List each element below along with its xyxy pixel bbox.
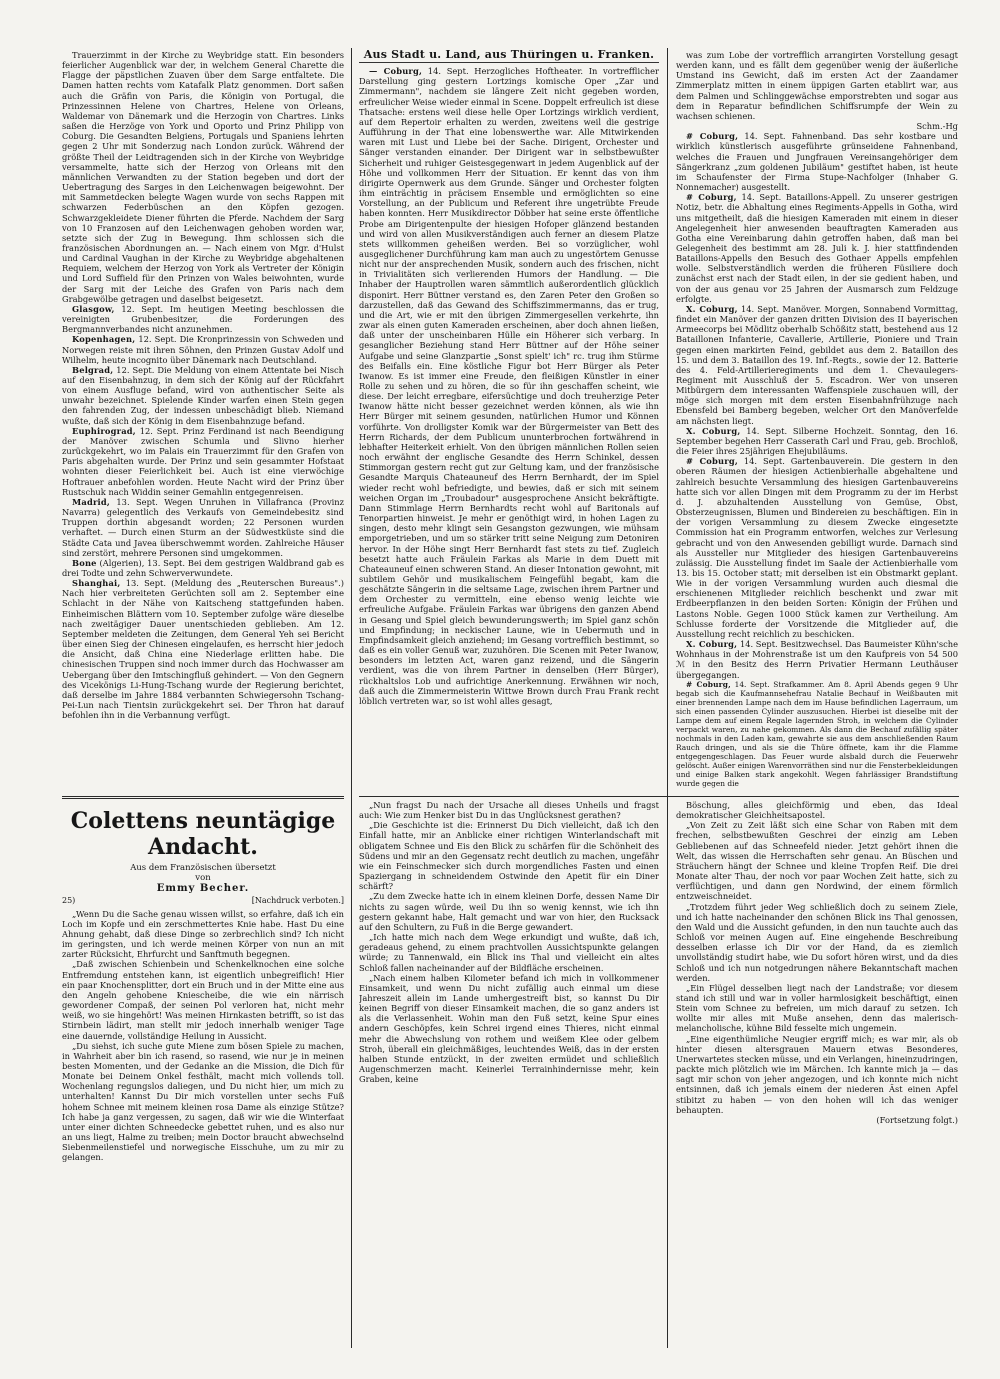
dateline: # Coburg, (686, 192, 737, 203)
news-item (62, 497, 344, 558)
news-text: 12. Sept. Die Kronprinzessin von Schweden und Norwegen reiste mit ihren Söhnen, den Prinzen Gustav Adolf und Wilhelm, heute incognito über Dänemark nach Deutschland. (62, 334, 344, 365)
story-paragraph: Böschung, alles gleichförmig und eben, das Ideal demokratischer Gleichheitsapostel. (676, 800, 958, 821)
column-rule (351, 48, 352, 1348)
story-paragraph: „Nun fragst Du nach der Ursache all dieses Unheils und fragst auch: Wie zum Henker bist Du in das Unglücksnest gerathen? (359, 800, 659, 821)
dateline: Euphirograd, (72, 425, 136, 436)
story-paragraph: „Ich hatte mich nach dem Wege erkundigt und wußte, daß ich, geradeaus gehend, zu einem prachtvollen Aussichtspunkte gelangen würde; zu Tannenwald, ein Blick ins Thal und vielleicht ein altes Schloß fallen nacheinander auf der Bildfläche erscheinen. (359, 932, 659, 973)
reprint-note: [Nachdruck verboten.] (251, 896, 344, 906)
news-item (62, 578, 344, 720)
dateline: Madrid, (72, 496, 110, 507)
news-item (676, 426, 958, 456)
news-text: 14. Sept. Silberne Hochzeit. Sonntag, den 16. September begehen Herr Casserath Carl und Frau, geb. Brochloß, die Feier ihres 25jährigen Ehejubiläums. (676, 425, 958, 457)
story-title: Colettens neuntägige Andacht. (70, 808, 336, 860)
dateline: Belgrad, (72, 364, 114, 375)
story-von: von (195, 873, 211, 884)
story-author: Emmy Becher. (156, 883, 250, 895)
story-paragraph: „Trotzdem führt jeder Weg schließlich doch zu seinem Ziele, und ich hatte nacheinander den schönen Blick ins Thal genossen, den Wald und die Aussicht gefunden, in den nun tauchte auch das Schloß vor meinen Augen auf. Eine eingehende Beschreibung desselben erlasse ich Dir vor der Hand, da es ziemlich unvollständig studirt habe, wie Du sofort hören wirst, und da dies Schloß und ich nun notgedrungen nähere Bekanntschaft machen werden. (676, 901, 958, 983)
news-text: 14. Sept. Strafkammer. Am 8. April Abends gegen 9 Uhr begab sich die Kaufmannsehefrau Natalie Bechauf in Weißbauten mit einer brennenden Lampe nach dem im Hause befindlichen Lagerraum, um sich einen passenden Cylinder auszusuchen. Hierbei ist dieselbe mit der Lampe dem auf einem Regale lagernden Stroh, in welchem die Cylinder verpackt waren, zu nahe gekommen. Als dann die Bechauf zufällig später nochmals in den Laden kam, gewahrte sie aus dem anschließenden Raum Rauch dringen, und als sie die Thüre öffnete, kam ihr die Flamme entgegengeschlagen. Das Feuer wurde alsbald durch die Feuerwehr gelöscht. Außer einigen Warenvorräthen sind nur die Fensterbekleidungen und einige Balken stark angekohlt. Wegen fahrlässiger Brandstiftung wurde gegen die (676, 679, 958, 788)
story-meta (62, 896, 344, 906)
news-item (676, 639, 958, 680)
dateline: X. Coburg, (686, 425, 741, 436)
story-paragraph: „Wenn Du die Sache genau wissen willst, so erfahre, daß ich ein Loch im Kopfe und ein zerschmettertes Knie habe. Hast Du eine Ahnung gehabt, daß diese Dinge so zerbrechlich sind? Ich nicht im geringsten, und ich werde meinen Körper von nun an mit zarter Rücksicht, Ehrfurcht und Sanftmuth begegnen. (62, 908, 344, 960)
story-paragraph: „Du siehst, ich suche gute Miene zum bösen Spiele zu machen, in Wahrheit aber bin ich rasend, so rasend, wie nur je in meinen besten Momenten, und der Gedanke an die Mission, die Dich für Monate bei Deinem Onkel festhält, macht mich vollends toll. Wochenlang regungslos daliegen, und Du nicht hier, um mich zu unterhalten! Kannst Du Dir mich vorstellen unter sechs Fuß hohem Schnee mit meinem kleinen rosa Dame als einzige Stütze? Ich habe ja ganz vergessen, zu sagen, daß wir wie die Winterfaat unter einer dichten Schneedecke gebettet ruhen, und es also nur an uns liegt, Halme zu treiben; mein Doctor braucht abwechselnd Siebenmeilenstiefel und norwegische Eisschuhe, um zu mir zu gelangen. (62, 1040, 344, 1163)
story-text (62, 909, 344, 1163)
story-paragraph: „Eine eigenthümliche Neugier ergriff mich; es war mir, als ob hinter diesen altersgrauen Mauern etwas Besonderes, Unerwartetes stecken müsse, und ein Verlangen, hineinzudringen, packte mich plötzlich wie im Märchen. Ich kannte mich ja — das sagt mir schon von jeher angezogen, und ich konnte mich nicht entsinnen, daß ich jemals einem der niederen Äst einen Apfel stibitzt zu haben — von den hohen will ich das weniger behaupten. (676, 1033, 958, 1115)
story-text (676, 800, 958, 1115)
news-text: Trauerzimmt in der Kirche zu Weybridge statt. Ein besonders feierlicher Augenblick war der, in welchem General Charette die Flagge der päpstlichen Zuaven über dem Sarge entfaltete. Die Damen hatten rechts vom Katafalk Platz genommen. Dort saßen auch die Gräfin von Paris, die Königin von Portugal, die Prinzessinnen Helene von Chartres, Helene von Orleans, Waldemar von Dänemark und die Herzogin von Chartres. Links saßen die Herzöge von York und Oporto und Prinz Philipp von Coburg. Die Gesandten Belgiens, Portugals und Spaniens lehrten gegen 2 Uhr mit Sonderzug nach London zurück. Während der größte Theil der Leidtragenden sich in der Kirche von Weybridge versammelte, hatte sich der Herzog von Orleans mit den männlichen Verwandten zu der Station begeben und dort der Uebertragung des Sarges in den Leichenwagen beigewohnt. Der mit Sammetdecken belegte Wagen wurde von sechs Rappen mit schwarzen Federbüschen an den Köpfen gezogen. Schwarzgekleidete Diener führten die Pferde. Nachdem der Sarg von 10 Franzosen auf den Leichenwagen gehoben worden war, setzte sich der Zug in Bewegung. Ihm schlossen sich die französischen Abordnungen an. — Nach einem von Mgr. d'Hulst und Cardinal Vaughan in der Kirche zu Weybridge abgehaltenen Requiem, welchem der Herzog von York als Vertreter der Königin und Lord Suffield für den Prinzen von Wales beiwohnten, wurde der Sarg mit der Leiche des Grafen von Paris nach dem Grabgewölbe getragen und daselbst beigesetzt. (62, 50, 344, 304)
feuilleton-column-right (676, 800, 958, 1354)
column-rule (667, 48, 668, 1348)
news-item (676, 456, 958, 639)
story-paragraph: „Daß zwischen Schienbein und Schenkelknochen eine solche Entfremdung entstehen kann, ist eigentlich unbegreiflich! Hier ein paar Knochensplitter, dort ein Bruch und in der Mitte eine aus den Angeln gehobene Kniescheibe, die wie ein närrisch gewordener Compaß, der seinen Pol verloren hat, nicht mehr weiß, wo sie hingehört! Was meinen Hirnkasten betrifft, so ist das Stirnbein lädirt, man stellt mir jedoch innerhalb weniger Tage eine dauernde, vollständige Heilung in Aussicht. (62, 959, 344, 1041)
news-text: (Algerien), 13. Sept. Bei dem gestrigen Waldbrand gab es drei Todte und zehn Schwerverwundete. (62, 557, 344, 578)
news-text: 13. Sept. Wegen Unruhen in Villafranca (Provinz Navarra) gelegentlich des Verkaufs von Gemeindebesitz sind Truppen dorthin abgesandt worden; 22 Personen wurden verhaftet. — Durch einen Sturm an der Südwestküste sind die Städte Cata und Javea überschwemmt worden. Zahlreiche Häuser sind zerstört, mehrere Personen sind umgekommen. (62, 496, 344, 558)
news-item (676, 680, 958, 788)
news-text: 14. Sept. Bataillons-Appell. Zu unserer gestrigen Notiz, betr. die Abhaltung eines Regiments-Appells in Gotha, wird uns mitgetheilt, daß die hiesigen Kameraden mit einem in dieser Angelegenheit hier anwesenden beauftragten Kameraden aus Gotha eine Vereinbarung dahin getroffen haben, daß man bei Gelegenheit des bestimmt am 28. Juli k. J. hier stattfindenden Bataillons-Appells den Besuch des Gothaer Appells empfehlen wolle. Selbstverständlich werden die früheren Füsiliere doch zunächst erst nach der Stadt eilen, in der sie gedient haben, und von der aus genau vor 25 Jahren der Ausmarsch zum Feldzuge erfolgte. (676, 192, 958, 304)
news-text: was zum Lobe der vortrefflich arrangirten Vorstellung gesagt werden kann, und es fällt dem gegenüber wenig der äußerliche Umstand ins Gewicht, daß im ersten Act der Zaandamer Zimmerplatz mitten in einem üppigen Garten etablirt war, aus dem Palmen und Schlinggewächse emporstrebten und sogar aus dem in Reparatur befindlichen Schiffsrumpfe der Wein zu wachsen schienen. (676, 50, 958, 121)
news-item (62, 334, 344, 364)
story-paragraph: „Von Zeit zu Zeit läßt sich eine Schar von Raben mit dem frechen, selbstbewußten Geschrei der einzig am Leben Gebliebenen auf das Schneefeld nieder. Jetzt gehört ihnen die Welt, das wissen die Herrschaften sehr genau. An Büschen und Sträuchern hängt der Schnee und kleine Tropfen Reif. Die drei Monate alter Thau, der noch vor paar Wochen Zeit hatte, sich zu verflüchtigen, und dann gen Nordwind, der einem förmlich entzweischneidet. (676, 820, 958, 902)
news-text: 12. Sept. Die Meldung von einem Attentate bei Nisch auf den Eisenbahnzug, in dem sich der König auf der Rückfahrt von einem Ausfluge befand, wird von authentischer Seite als unwahr bezeichnet. Spielende Kinder warfen einen Stein gegen den fahrenden Zug, der indessen unbeschädigt blieb. Niemand wußte, daß sich der König in dem Eisenbahnzuge befand. (62, 364, 344, 426)
news-item (62, 426, 344, 497)
dateline: Glasgow, (72, 303, 115, 314)
local-news-items (359, 66, 659, 706)
news-item (62, 558, 344, 578)
story-paragraph: „Ein Flügel desselben liegt nach der Landstraße; vor diesem stand ich still und war in voller harmlosigkeit beschäftigt, einen Stein vom Schnee zu befreien, um mich darauf zu setzen. Ich wollte mir alles mit Muße ansehen, denn das malerisch-melancholische, kühne Bild fesselte mich ungemein. (676, 982, 958, 1034)
news-item (62, 304, 344, 334)
installment-number: 25) (62, 896, 76, 906)
feuilleton-rule (62, 796, 344, 797)
news-text: 14. Sept. Fahnenband. Das sehr kostbare und wirklich künstlerisch ausgeführte grünseidene Fahnenband, welches die Frauen und Jungfrauen Vereinsangehöriger dem Sängerkranz „zum goldenen Jubiläum" gestiftet haben, ist heute im Schaufenster der Firma Stupe-Nachfolger (Inhaber G. Nonnemacher) ausgestellt. (676, 131, 958, 193)
news-item (359, 66, 659, 706)
story-paragraph: „Zu dem Zwecke hatte ich in einem kleinen Dorfe, dessen Name Dir nichts zu sagen würde, weil Du ihn so wenig kennst, wie ich ihn gestern gekannt habe, Halt gemacht und war von hier, den Rucksack auf den Schultern, zu Fuß in die Berge gewandert. (359, 891, 659, 932)
news-item (676, 304, 958, 426)
feuilleton-rule (359, 796, 959, 797)
news-text: 14. Sept. Herzogliches Hoftheater. In vortrefflicher Darstellung ging gestern Lortzings komische Oper „Zar und Zimmermann", nachdem sie längere Zeit nicht gegeben worden, erfreulicher Weise wieder einmal in Scene. Doppelt erfreulich ist diese Thatsache: erstens weil diese helle Oper Lortzings wirklich verdient, auf dem Repertoir erhalten zu werden, zweitens weil die gestrige Aufführung in der That eine lobenswerthe war. Alle Mitwirkenden waren mit Lust und Liebe bei der Sache. Dirigent, Orchester und Sänger verstanden einander. Der Dirigent war in selbstbewußter Sicherheit und ruhiger Geistesgegenwart in jedem Augenblick auf der Höhe und vollkommen Herr der Situation. Er kennt das von ihm dirigirte Opernwerk aus dem Grunde. Sänger und Orchester folgten ihm einträchtig in präcisem Ensemble und ermöglichten so eine Vorstellung, an der Publicum und Referent ihre ungetrübte Freude haben konnten. Herr Musikdirector Döbber hat seine erste öffentliche Probe am Dirigentenpulte der hiesigen Hofoper glänzend bestanden und wird von allen Musikverständigen auch ferner an diesem Platze stets willkommen geheißen werden. Bei so vorzüglicher, wohl ausgeglichener Durchführung kam man auch zu ungestörtem Genusse nicht nur der ansprechenden Musik, sondern auch des frischen, nicht in Trivialitäten sich verlierenden Humors der Handlung. — Die Inhaber der Hauptrollen waren sämmtlich außerordentlich glücklich disponirt. Herr Büttner verstand es, den Zaren Peter den Großen so darzustellen, daß das Gewand des Schiffszimmermanns, das er trug, und die Art, wie er mit den übrigen Zimmergesellen verkehrte, ihn zwar als einen guten Kameraden erscheinen, aber doch ahnen ließen, daß unter der unscheinbaren Hülle ein Höherer sich verbarg. In gesanglicher Beziehung stand Herr Büttner auf der Höhe seiner Aufgabe und seine Glanzpartie „Sonst spielt' ich" rc. trug ihm Stürme des Beifalls ein. Eine köstliche Figur bot Herr Bürger als Peter Iwanow. Es ist immer eine Freude, den fleißigen Künstler in einer Rolle zu sehen und zu hören, die so für ihn geschaffen scheint, wie diese. Der leicht erregbare, eifersüchtige und doch treuherzige Peter Iwanow hätte nicht besser gezeichnet werden können, als wie ihn Herr Bürger mit seinem gesunden, natürlichen Humor und Können vorführte. Von drolligster Komik war der Bürgermeister van Bett des Herrn Richards, der dem Publicum ununterbrochen fortwährend in lebhafter Heiterkeit erhielt. Von den übrigen männlichen Rollen seien noch erwähnt der englische Gesandte des Herrn Schinkel, dessen Stimmorgan gestern recht gut zur Geltung kam, und der französische Gesandte Marquis Chateauneuf des Herrn Bernhardt, der im Spiel wieder recht wohl befriedigte, und bewies, daß er sich mit seinem weichen Organ im „Troubadour" ausgesprochene Ansicht bekräftigte. Dann Stimmlage Herrn Bernhardts recht wohl auf Baritonals auf Tenorpartien hinweist. Je mehr er genöthigt wird, in hohen Lagen zu singen, desto mehr klingt sein Gesangston gezwungen, wie mühsam emporgetrieben, und um so stärker tritt seine Neigung zum Detoniren hervor. In der Höhe singt Herr Bernhardt fast stets zu tief. Zugleich besetzt hatte auch Fräulein Farkas als Marie in dem Duett mit Chateauneuf einen schweren Stand. An dieser Intonation gewohnt, mit subtilem Gehör und musikalischem Feingefühl begabt, kam die geschätzte Sängerin in die seltsame Lage, zwischen ihrem Partner und dem Orchester zu vermitteln, eine ebenso wenig leichte wie erfreuliche Aufgabe. Fräulein Farkas war übrigens den ganzen Abend in Gesang und Spiel gleich bewunderungswerth; im Spiel ganz schön und Empfindung; in neckischer Laune, wie in Uebermuth und in Empfindsamkeit gleich anziehend; im Gesang vortrefflich bestimmt, so daß es ein voller Genuß war, zuzuhören. Die Scenen mit Peter Iwanow, besonders im letzten Act, waren ganz reizend, und die Sängerin verdient, was die von ihrem Partner in denselben (Herr Bürger), rückhaltslos Lob und aufrichtige Anerkennung. Erwähnen wir noch, daß auch die Zimmermeisterin Wittwe Brown durch Frau Frank recht löblich vertreten war, so ist wohl alles gesagt, (359, 66, 659, 706)
dateline: # Coburg, (686, 679, 731, 689)
news-text: 12. Sept. Prinz Ferdinand ist nach Beendigung der Manöver zwischen Schumla und Slivno hierher zurückgekehrt, wo im Palais ein Trauerzimmt für den Grafen von Paris abgehalten wurde. Der Prinz und sein gesammter Hofstaat wohnten dieser Feierlichkeit bei. Auch ist eine vierwöchige Hoftrauer anbefohlen worden. Heute Nacht wird der Prinz über Rustschuk nach Widdin seiner Gemahlin entgegenreisen. (62, 425, 344, 497)
news-item (676, 50, 958, 121)
news-column-right (676, 50, 958, 796)
continuation-note: (Fortsetzung folgt.) (876, 1114, 958, 1125)
dateline: Shanghai, (72, 578, 121, 589)
feuilleton-rule (62, 798, 344, 799)
news-column-middle (359, 50, 659, 796)
story-paragraph: „Nach einem halben Kilometer befand ich mich in vollkommener Einsamkeit, und wenn Du nicht zufällig auch einmal um diese Jahreszeit allein im Lande umhergestreift bist, so kannst Du Dir keinen Begriff von dieser Einsamkeit machen, die so ganz anders ist als die Verlassenheit. Wohin man den Fuß setzt, keine Spur eines andern Geschöpfes, kein Schrei irgend eines Thieres, nicht einmal mehr die Abwechslung von rothem und weißem Klee oder gelbem Stroh, überall ein gleichmäßiges, leuchtendes Weiß, das in der ersten halben Stunde entzückt, in der zweiten ermüdet und schließlich Augenschmerzen macht. Keinerlei Terrainhindernisse mehr, kein Graben, keine (359, 972, 659, 1085)
dateline: Kopenhagen, (72, 334, 136, 345)
dateline: X. Coburg, (686, 303, 738, 314)
news-text: 12. Sept. Im heutigen Meeting beschlossen die vereinigten Grubenbesitzer, die Forderungen des Bergmannverbandes nicht anzunehmen. (62, 303, 344, 335)
feuilleton-column-middle (359, 800, 659, 1354)
news-item (62, 50, 344, 304)
news-column-left (62, 50, 344, 796)
section-heading: Aus Stadt u. Land, aus Thüringen u. Franken. (359, 50, 659, 63)
feuilleton-column-left (62, 806, 344, 1354)
dateline: X. Coburg, (686, 639, 738, 650)
news-item (676, 192, 958, 304)
news-item (676, 131, 958, 192)
dateline: Bone (72, 557, 97, 568)
dateline: # Coburg, (686, 456, 738, 467)
dateline: # Coburg, (686, 131, 739, 142)
story-paragraph: „Die Geschichte ist die: Erinnerst Du Dich vielleicht, daß ich den Einfall hatte, mir an Anblicke einer richtigen Winterlandschaft mit obligatem Schnee und Eis den Blick zu schärfen für die Schönheit des Südens und mir an den Gegensatz recht deutlich zu machen, ungefähr wie ein Feinschmecker sich durch morgendliches Fasten und einen Spaziergang in schneidendem Ostwinde den Apetit für ein Diner schärft? (359, 820, 659, 892)
news-text: 13. Sept. (Meldung des „Reuterschen Bureaus".) Nach hier verbreiteten Gerüchten soll am 2. September eine Schlacht in der Nähe von Kaitscheng stattgefunden haben. Einheimischen Blättern vom 10. September zufolge wäre dieselbe nach zweitägiger Dauer unentschieden geblieben. Am 12. September meldeten die Zeitungen, dem General Yeh sei Bericht über einen Sieg der Chinesen eingelaufen, es herrscht hier jedoch die Ansicht, daß China eine Niederlage erlitten habe. Die chinesischen Truppen sind noch immer durch das Hochwasser am Uebergang über den Imtschingfluß gehindert. — Von den Gegnern des Vicekönigs Li-Hung-Tschang wurde der Regierung berichtet, daß derselbe im Jahre 1884 verbannten Schwiegersohn Tschang-Pei-Lun nach Tientsin zurückgekehrt sei. Der Thron hat darauf befohlen ihn in die Verbannung verfügt. (62, 578, 344, 721)
dateline: — Coburg, (369, 66, 423, 77)
news-item (62, 365, 344, 426)
news-text: 14. Sept. Manöver. Morgen, Sonnabend Vormittag, findet ein Manöver der ganzen dritten Division des II bayerischen Armeecorps bei Mödlitz oberhalb Schößitz statt, bestehend aus 12 Bataillonen Infanterie, Cavallerie, Artillerie, Pioniere und Train gegen einen markirten Feind, gebildet aus dem 2. Bataillon des 15. und dem 3. Bataillon des 19. Inf.-Regts., sowie der 12. Batterie des 4. Feld-Artillerieregiments und dem 1. Chevaulegers-Regiment mit Ausschluß der 5. Escadron. Wer von unseren Mitbürgern dem interessanten Waffenspiele zuschauen will, der möge sich morgen mit dem ersten Eisenbahnfrühzuge nach Ebensfeld bei Bamberg begeben, welcher Ort den Manöverfelde am nächsten liegt. (676, 303, 958, 426)
author-signature: Schm.-Hg (916, 121, 958, 132)
news-text: 14. Sept. Besitzwechsel. Das Baumeister Kühn'sche Wohnhaus in der Mohrenstraße ist um den Kaufpreis von 54 500 ℳ in den Besitz des Herrn Privatier Hermann Leuthäuser übergegangen. (676, 639, 958, 680)
story-subtitle: Aus dem Französischen übersetzt (130, 863, 276, 873)
news-text: 14. Sept. Gartenbauverein. Die gestern in den oberen Räumen der hiesigen Actienbierhalle abgehaltene und zahlreich besuchte Versammlung des hiesigen Gartenbauvereins hatte sich vor allen Dingen mit dem Programm zu der im Herbst d. J. abzuhaltenden Ausstellung von Gemüse, Obst, Obsterzeugnissen, Blumen und Bindereien zu beschäftigen. Ein in der vorigen Versammlung zu diesem Zwecke eingesetzte Commission hat ein Programm entworfen, welches zur Verlesung gebracht und von den Anwesenden gebilligt wurde. Darnach sind als Aussteller nur Mitglieder des hiesigen Gartenbauvereins zulässig. Die Ausstellung findet im Saale der Actienbierhalle vom 13. bis 15. October statt; mit derselben ist ein Obstmarkt geplant. Wie in der vorigen Versammlung wurden auch diesmal die erschienenen Mitglieder reichlich beschenkt und zwar mit Erdbeerpflanzen in den beiden Sorten: Königin der Frühen und Lastons Noble. Gegen 1000 Stück kamen zur Vertheilung. Am Schlusse forderte der Vorsitzende die Mitglieder auf, die Ausstellung recht reichlich zu beschicken. (676, 456, 958, 639)
